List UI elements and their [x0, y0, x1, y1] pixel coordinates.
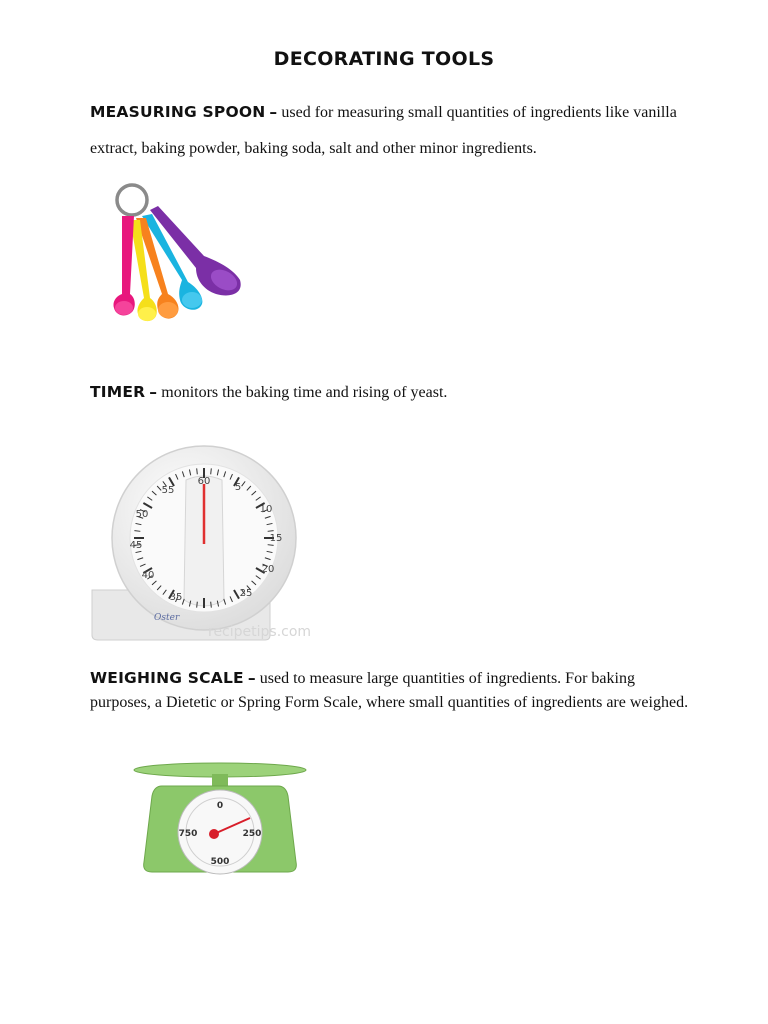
weighing-scale-paragraph: [90, 666, 690, 715]
spoon-orange-bowl: [158, 302, 178, 318]
weighing-scale-icon: [120, 752, 320, 878]
timer-tick: [211, 468, 212, 474]
measuring-spoon-description: used for measuring small quantities of ingredients like vanilla extract, baking powder, baking soda, salt and other minor ingredients.: [90, 104, 677, 157]
timer-number: 5: [234, 482, 242, 493]
timer-tick: [268, 545, 274, 546]
term-dash: –: [149, 383, 158, 401]
weighing-scale-term: WEIGHING SCALE: [90, 669, 244, 687]
scale-stem: [212, 774, 228, 786]
scale-number: 500: [210, 857, 230, 867]
spoon-blue-bowl: [182, 292, 202, 308]
spoon-yellow-bowl: [138, 307, 156, 321]
timer-number: 50: [135, 509, 149, 520]
timer-tick: [211, 602, 212, 608]
kitchen-timer-icon: [90, 440, 305, 645]
timer-brand-logo: Oster: [154, 613, 180, 623]
timer-number: 10: [259, 504, 273, 515]
timer-number: 55: [161, 485, 175, 496]
timer-tick: [197, 602, 198, 608]
timer-number: 35: [169, 592, 183, 603]
timer-number: 40: [141, 570, 155, 581]
timer-number: 25: [239, 588, 253, 599]
timer-tick: [268, 531, 274, 532]
scale-pointer-hub: [209, 829, 219, 839]
image-watermark: recipetips.com: [208, 624, 312, 640]
timer-number: 15: [269, 533, 283, 544]
scale-number: 250: [242, 829, 262, 839]
timer-tick: [134, 531, 140, 532]
timer-number: 20: [261, 564, 275, 575]
timer-term: TIMER: [90, 383, 146, 401]
timer-description: monitors the baking time and rising of yeast.: [161, 384, 448, 401]
measuring-spoon-term: MEASURING SPOON: [90, 103, 266, 121]
term-dash: –: [269, 103, 278, 121]
term-dash: –: [247, 669, 256, 687]
measuring-spoon-paragraph: [90, 94, 690, 167]
timer-number: 60: [197, 476, 211, 487]
spoon-pink-bowl: [115, 301, 133, 315]
weighing-scale-description: used to measure large quantities of ingredients. For baking purposes, a Dietetic or Spring Form Scale, where small quantities of ingredients are weighed.: [90, 670, 689, 711]
spoon-pink: [113, 216, 134, 315]
measuring-spoons-icon: [100, 170, 250, 350]
page-title: DECORATING TOOLS: [273, 48, 495, 70]
timer-number: 45: [129, 540, 143, 551]
scale-number: 0: [216, 801, 224, 811]
timer-paragraph: [90, 380, 690, 405]
scale-number: 750: [178, 829, 198, 839]
timer-tick: [197, 468, 198, 474]
spoon-ring: [117, 185, 147, 215]
